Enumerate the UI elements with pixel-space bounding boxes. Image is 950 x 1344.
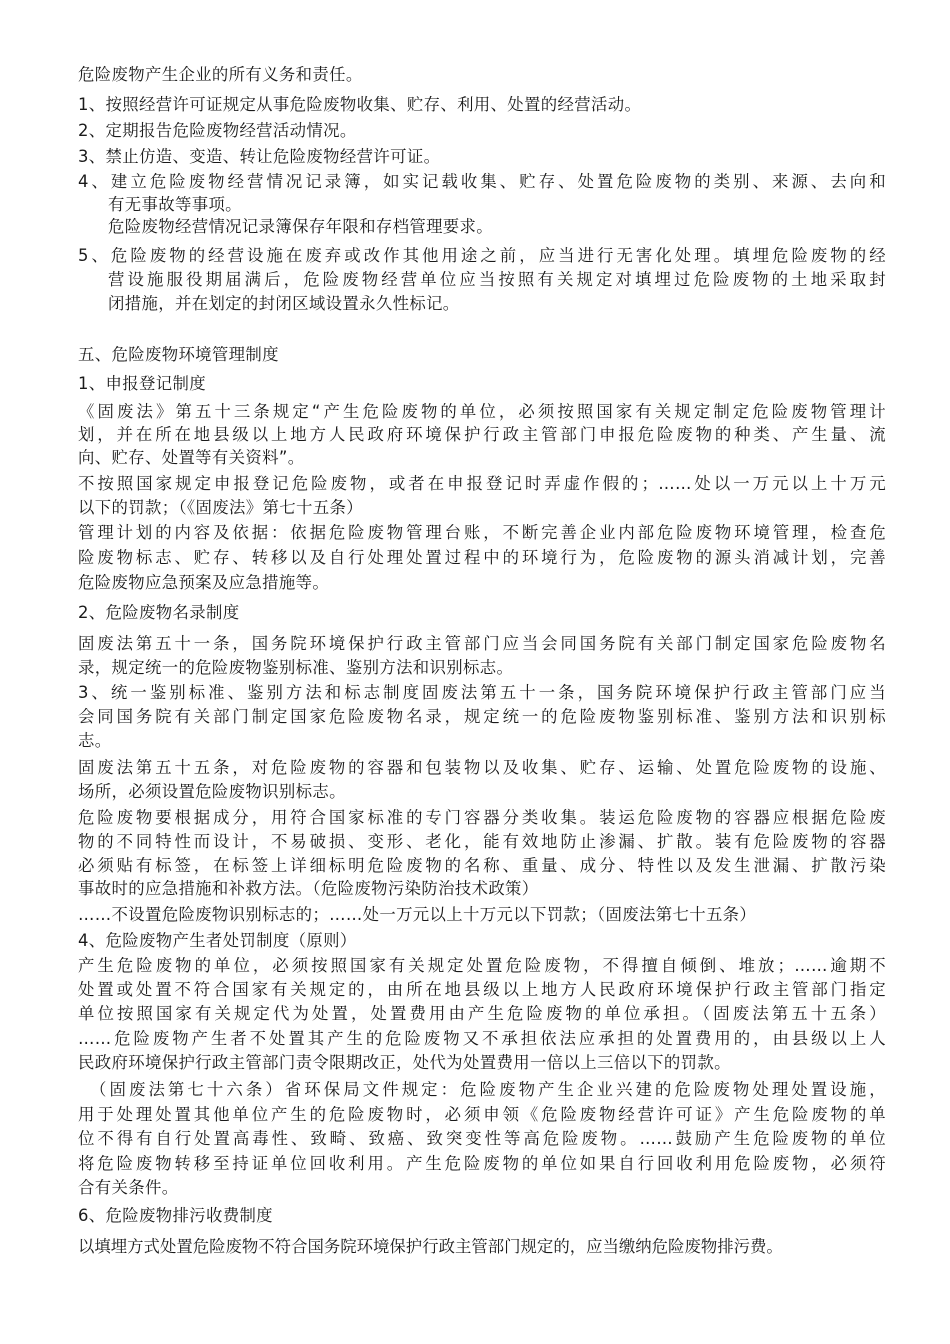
paragraph-line: 管理计划的内容及依据：依据危险废物管理台账，不断完善企业内部危险废物环境管理，检查危	[78, 523, 886, 542]
paragraph-line: 《固废法》第五十三条规定“产生危险废物的单位，必须按照国家有关规定制定危险废物管理计	[78, 402, 886, 421]
paragraph-line: 录，规定统一的危险废物鉴别标准、鉴别方法和识别标志。	[78, 658, 514, 677]
list-item-continued: 危险废物经营情况记录簿保存年限和存档管理要求。	[108, 217, 494, 236]
section-heading: 五、危险废物环境管理制度	[78, 345, 279, 364]
list-item: 2、定期报告危险废物经营活动情况。	[78, 121, 357, 140]
paragraph-line: 划，并在所在地县级以上地方人民政府环境保护行政主管部门申报危险废物的种类、产生量、流	[78, 425, 886, 444]
paragraph-line: 位不得有自行处置高毒性、致畸、致癌、致突变性等高危险废物。……鼓励产生危险废物的单位	[78, 1129, 886, 1148]
list-item-continued: 有无事故等事项。	[108, 195, 242, 214]
paragraph-line: 处置或处置不符合国家有关规定的，由所在地县级以上地方人民政府环境保护行政主管部门指定	[78, 980, 886, 999]
paragraph-line: 固废法第五十五条，对危险废物的容器和包装物以及收集、贮存、运输、处置危险废物的设施、	[78, 758, 886, 777]
paragraph-line: 物的不同特性而设计，不易破损、变形、老化，能有效地防止渗漏、扩散。装有危险废物的容器	[78, 832, 886, 851]
paragraph-line: 单位按照国家有关规定代为处置，处置费用由产生危险废物的单位承担。（固废法第五十五条）	[78, 1004, 886, 1023]
paragraph-line: 不按照国家规定申报登记危险废物，或者在申报登记时弄虚作假的；……处以一万元以上十万元	[78, 474, 886, 493]
text-line: 危险废物产生企业的所有义务和责任。	[78, 65, 363, 84]
paragraph-line: 固废法第五十一条，国务院环境保护行政主管部门应当会同国务院有关部门制定国家危险废物名	[78, 634, 886, 653]
list-item: 5、危险废物的经营设施在废弃或改作其他用途之前，应当进行无害化处理。填埋危险废物的经	[78, 246, 886, 265]
paragraph-line: 危险废物应急预案及应急措施等。	[78, 573, 330, 592]
paragraph-line: 将危险废物转移至持证单位回收利用。产生危险废物的单位如果自行回收利用危险废物，必须符	[78, 1154, 886, 1173]
paragraph-line: 产生危险废物的单位，必须按照国家有关规定处置危险废物，不得擅自倾倒、堆放；……逾期不	[78, 956, 886, 975]
paragraph-line: 志。	[78, 731, 112, 750]
paragraph-line: 危险废物要根据成分，用符合国家标准的专门容器分类收集。装运危险废物的容器应根据危险废	[78, 808, 886, 827]
paragraph-line: ……危险废物产生者不处置其产生的危险废物又不承担依法应承担的处置费用的，由县级以上人	[78, 1029, 886, 1048]
list-item-continued: 闭措施，并在划定的封闭区域设置永久性标记。	[108, 294, 460, 313]
list-item: 1、按照经营许可证规定从事危险废物收集、贮存、利用、处置的经营活动。	[78, 95, 642, 114]
subsection-heading: 1、申报登记制度	[78, 374, 206, 393]
paragraph-line: 民政府环境保护行政主管部门责令限期改正，处代为处置费用一倍以上三倍以下的罚款。	[78, 1053, 731, 1072]
paragraph-line: 会同国务院有关部门制定国家危险废物名录，规定统一的危险废物鉴别标准、鉴别方法和识别标	[78, 707, 886, 726]
paragraph-line: 以填埋方式处置危险废物不符合国务院环境保护行政主管部门规定的，应当缴纳危险废物排污费。	[78, 1237, 783, 1256]
subsection-heading: 4、危险废物产生者处罚制度（原则）	[78, 931, 357, 950]
paragraph-line: （固废法第七十六条）省环保局文件规定：危险废物产生企业兴建的危险废物处理处置设施，	[90, 1080, 886, 1099]
subsection-heading: 3、统一鉴别标准、鉴别方法和标志制度固废法第五十一条，国务院环境保护行政主管部门应当	[78, 683, 886, 702]
paragraph-line: 用于处理处置其他单位产生的危险废物时，必须申领《危险废物经营许可证》产生危险废物的单	[78, 1105, 886, 1124]
subsection-heading: 6、危险废物排污收费制度	[78, 1206, 273, 1225]
paragraph-line: 场所，必须设置危险废物识别标志。	[78, 782, 346, 801]
paragraph-line: 事故时的应急措施和补救方法。（危险废物污染防治技术政策）	[78, 879, 539, 898]
list-item: 3、禁止仿造、变造、转让危险废物经营许可证。	[78, 147, 441, 166]
list-item-continued: 营设施服役期届满后，危险废物经营单位应当按照有关规定对填埋过危险废物的土地采取封	[108, 270, 886, 289]
list-item: 4、建立危险废物经营情况记录簿，如实记载收集、贮存、处置危险废物的类别、来源、去向和	[78, 172, 886, 191]
paragraph-line: 向、贮存、处置等有关资料”。	[78, 448, 305, 467]
paragraph-line: 合有关条件。	[78, 1178, 179, 1197]
subsection-heading: 2、危险废物名录制度	[78, 603, 240, 622]
paragraph-line: 以下的罚款；（《固废法》第七十五条）	[78, 498, 363, 517]
paragraph-line: 必须贴有标签，在标签上详细标明危险废物的名称、重量、成分、特性以及发生泄漏、扩散污染	[78, 856, 886, 875]
paragraph-line: ……不设置危险废物识别标志的；……处一万元以上十万元以下罚款；（固废法第七十五条）	[78, 905, 757, 924]
paragraph-line: 险废物标志、贮存、转移以及自行处理处置过程中的环境行为，危险废物的源头消减计划，完善	[78, 548, 886, 567]
